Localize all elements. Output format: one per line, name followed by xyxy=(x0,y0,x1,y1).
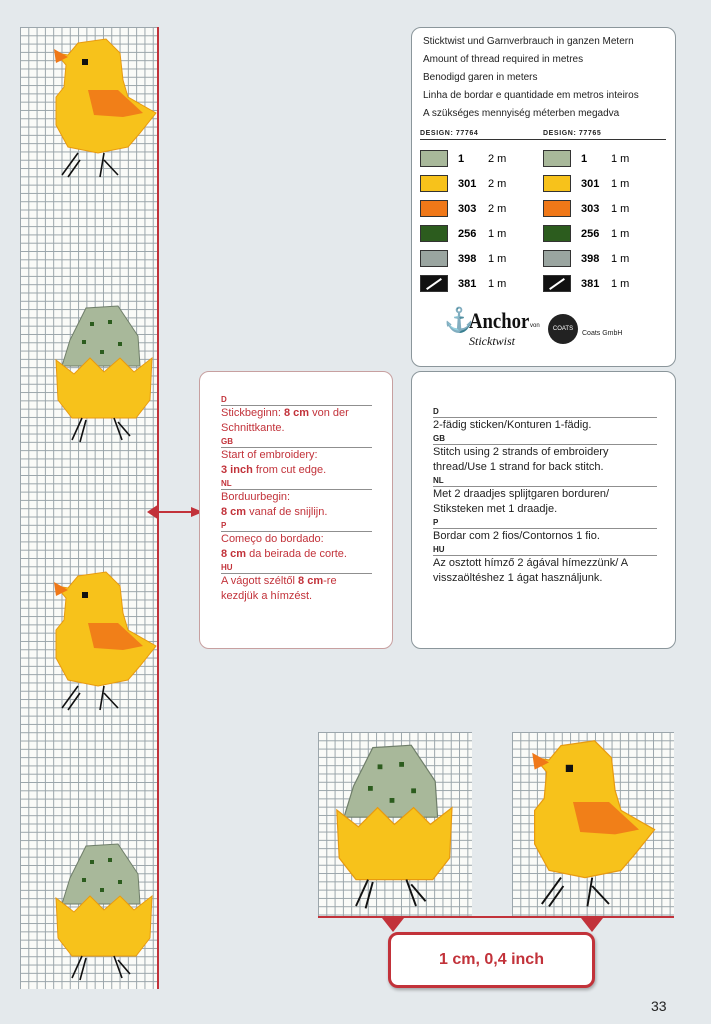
thread-length: 1 m xyxy=(611,202,630,215)
thread-cell-b xyxy=(543,175,666,192)
lang-code-p: P xyxy=(221,520,372,532)
stitch-code-p: P xyxy=(433,517,657,529)
stitch-instructions-box xyxy=(411,371,676,649)
color-swatch xyxy=(543,250,571,267)
color-swatch xyxy=(420,225,448,242)
color-swatch xyxy=(543,150,571,167)
lang-code-de: D xyxy=(221,394,372,406)
stitch-code-nl: NL xyxy=(433,475,657,487)
brand-von: von xyxy=(530,323,540,329)
color-swatch xyxy=(543,225,571,242)
thread-row xyxy=(420,196,666,221)
legend-line-de: Sticktwist und Garnverbrauch in ganzen Metern xyxy=(423,36,634,47)
thread-cell-b xyxy=(543,200,666,217)
color-swatch xyxy=(543,200,571,217)
thread-number: 256 xyxy=(458,227,477,240)
thread-cell-b xyxy=(543,225,666,242)
thread-number: 301 xyxy=(458,177,477,190)
thread-number: 398 xyxy=(581,252,600,265)
page-number: 33 xyxy=(651,998,667,1014)
thread-length: 1 m xyxy=(611,152,630,165)
start-text-nl: Borduurbegin: 8 cm vanaf de snijlijn. xyxy=(221,491,328,518)
thread-cell-b xyxy=(543,150,666,167)
stitch-text-de: 2-fädig sticken/Konturen 1-fädig. xyxy=(433,419,592,431)
coats-logo: COATS xyxy=(548,314,578,344)
thread-row xyxy=(420,271,666,296)
start-text-gb: Start of embroidery: 3 inch from cut edge. xyxy=(221,449,327,476)
thread-length: 2 m xyxy=(488,152,507,165)
thread-length: 1 m xyxy=(488,227,507,240)
thread-cell-a xyxy=(420,200,543,217)
legend-line-hu: A szükséges mennyiség méterben megadva xyxy=(423,108,620,119)
chick-motif-2 xyxy=(48,568,163,718)
thread-number: 1 xyxy=(458,152,465,165)
lang-code-gb: GB xyxy=(221,436,372,448)
legend-line-en: Amount of thread required in metres xyxy=(423,54,584,65)
thread-rows xyxy=(420,146,666,296)
lang-code-nl: NL xyxy=(221,478,372,490)
thread-length: 1 m xyxy=(611,277,630,290)
thread-number: 1 xyxy=(581,152,588,165)
color-swatch xyxy=(420,150,448,167)
thread-length: 1 m xyxy=(611,227,630,240)
color-swatch xyxy=(420,275,448,292)
color-swatch xyxy=(420,175,448,192)
thread-cell-a xyxy=(420,250,543,267)
thread-length: 1 m xyxy=(611,252,630,265)
stitch-code-gb: GB xyxy=(433,433,657,445)
thread-cell-a xyxy=(420,275,543,292)
stitch-code-hu: HU xyxy=(433,544,657,556)
color-swatch xyxy=(543,275,571,292)
scale-marker-left xyxy=(382,918,404,932)
legend-line-pt: Linha de bordar e quantidade em metros inteiros xyxy=(423,90,639,101)
thread-number: 381 xyxy=(581,277,600,290)
thread-length: 2 m xyxy=(488,177,507,190)
stitch-text-gb: Stitch using 2 strands of embroidery thread/Use 1 strand for back stitch. xyxy=(433,446,609,473)
thread-row xyxy=(420,246,666,271)
thread-length: 1 m xyxy=(488,252,507,265)
chick-motif-1 xyxy=(48,35,163,185)
legend-line-nl: Benodigd garen in meters xyxy=(423,72,538,83)
start-text-de: Stickbeginn: 8 cm von der Schnittkante. xyxy=(221,407,349,434)
anchor-icon: ⚓ xyxy=(444,307,474,334)
thread-cell-a xyxy=(420,225,543,242)
start-text-hu: A vágott széltől 8 cm-re kezdjük a hímzést. xyxy=(221,575,337,602)
color-swatch xyxy=(543,175,571,192)
lang-code-hu: HU xyxy=(221,562,372,574)
start-arrow xyxy=(145,502,205,522)
thread-row xyxy=(420,221,666,246)
thread-number: 381 xyxy=(458,277,477,290)
coats-company: Coats GmbH xyxy=(582,330,623,337)
thread-number: 303 xyxy=(458,202,477,215)
thread-number: 301 xyxy=(581,177,600,190)
brand-sub: Sticktwist xyxy=(469,334,515,348)
design-b-label: DESIGN: 77765 xyxy=(543,130,602,137)
egg-chick-motif-large xyxy=(330,738,460,918)
thread-cell-a xyxy=(420,150,543,167)
thread-table-header xyxy=(420,130,666,140)
thread-length: 2 m xyxy=(488,202,507,215)
start-instructions-box xyxy=(199,371,393,649)
scale-label-box xyxy=(388,932,595,988)
start-text-p: Começo do bordado: 8 cm da beirada de corte. xyxy=(221,533,347,560)
design-a-label: DESIGN: 77764 xyxy=(420,130,479,137)
egg-chick-motif-2 xyxy=(52,838,157,988)
thread-length: 1 m xyxy=(611,177,630,190)
scale-label: 1 cm, 0,4 inch xyxy=(439,951,544,968)
chick-motif-large xyxy=(524,736,664,916)
egg-chick-motif-1 xyxy=(52,300,157,450)
thread-cell-b xyxy=(543,275,666,292)
thread-number: 398 xyxy=(458,252,477,265)
color-swatch xyxy=(420,250,448,267)
thread-length: 1 m xyxy=(488,277,507,290)
stitch-text-hu: Az osztott hímző 2 ágával hímezzünk/ A visszaöltéshez 1 ágat használjunk. xyxy=(433,557,628,584)
thread-number: 303 xyxy=(581,202,600,215)
stitch-text-nl: Met 2 draadjes splijtgaren borduren/ Stiksteken met 1 draadje. xyxy=(433,488,610,515)
thread-number: 256 xyxy=(581,227,600,240)
anchor-logo xyxy=(444,306,544,356)
brand-name: Anchor xyxy=(469,308,530,333)
stitch-text-p: Bordar com 2 fios/Contornos 1 fio. xyxy=(433,530,600,542)
thread-legend-box xyxy=(411,27,676,367)
thread-table xyxy=(420,130,666,296)
color-swatch xyxy=(420,200,448,217)
scale-marker-right xyxy=(581,918,603,932)
thread-cell-a xyxy=(420,175,543,192)
thread-cell-b xyxy=(543,250,666,267)
stitch-code-de: D xyxy=(433,406,657,418)
thread-row xyxy=(420,171,666,196)
thread-row xyxy=(420,146,666,171)
